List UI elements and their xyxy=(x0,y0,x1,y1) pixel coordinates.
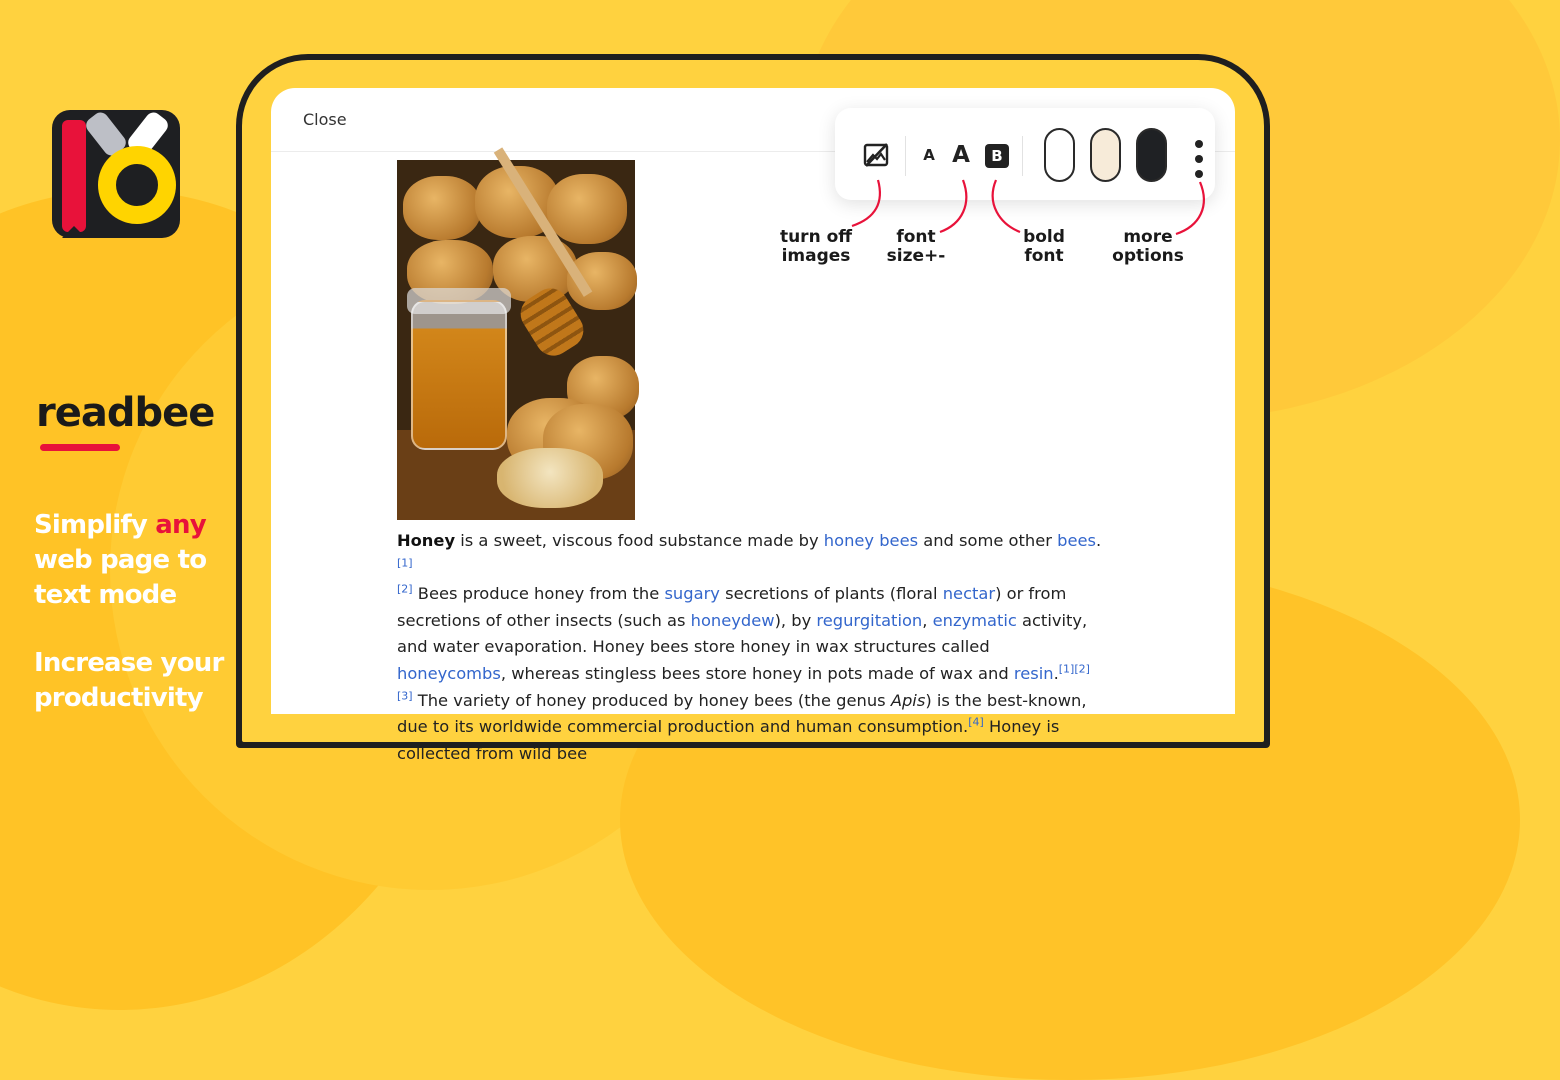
article-text: ) or from secretions of other insects (such as xyxy=(397,584,1067,630)
brand-name: readbee xyxy=(36,390,215,436)
font-decrease-button[interactable]: A xyxy=(923,146,935,164)
article-link[interactable]: nectar xyxy=(942,584,996,604)
image-biscuit xyxy=(403,176,481,240)
article-text: ) is the best-known, due to its worldwide commercial production and human consumption. xyxy=(397,690,1087,737)
brand-underline xyxy=(40,444,120,451)
article-text: . xyxy=(1095,531,1102,550)
article-text: ), by xyxy=(774,610,817,630)
tagline-text: web page to text mode xyxy=(34,545,207,610)
article-text: , whereas stingless bees store honey in pots made of wax and xyxy=(500,663,1014,683)
more-vertical-icon xyxy=(1195,155,1203,163)
image-biscuit-split xyxy=(497,448,603,508)
theme-dark-swatch[interactable] xyxy=(1136,128,1167,182)
article-link[interactable]: bees xyxy=(1057,531,1096,550)
bold-font-button[interactable]: B xyxy=(985,144,1009,168)
toolbar-divider xyxy=(905,136,906,176)
tagline-text: Simplify xyxy=(34,510,156,540)
citation-link[interactable]: [1] xyxy=(397,556,413,570)
citation-link[interactable]: [2] xyxy=(1074,662,1090,676)
app-logo xyxy=(52,110,180,238)
tagline-simplify xyxy=(34,508,254,613)
article-link[interactable]: honeydew xyxy=(690,610,775,630)
article-text: activity, and water evaporation. Honey bees store honey in wax structures called xyxy=(397,610,1088,657)
reader-toolbar xyxy=(835,108,1215,200)
callout-bold-font: bold font xyxy=(1023,227,1065,266)
article-body xyxy=(397,528,1103,767)
logo-bookmark-shape xyxy=(62,120,86,232)
article-link[interactable]: honey bees xyxy=(823,531,919,550)
article-text: is a sweet, viscous food substance made by xyxy=(455,531,824,550)
toggle-images-button[interactable] xyxy=(863,142,889,168)
citation-link[interactable]: [2] xyxy=(397,582,413,596)
article-link[interactable]: honeycombs xyxy=(397,663,501,683)
tagline-accent: any xyxy=(155,510,206,540)
article-link[interactable]: regurgitation xyxy=(816,610,923,630)
article-link[interactable]: resin xyxy=(1013,663,1054,683)
callout-font-size: font size+- xyxy=(886,227,946,266)
article-text: Honey is collected from wild bee xyxy=(397,717,1060,763)
image-honey-jar xyxy=(411,300,507,450)
citation-link[interactable]: [1] xyxy=(1058,662,1075,676)
article-text: The variety of honey produced by honey bees (the genus xyxy=(412,690,891,710)
article-text: , xyxy=(922,610,933,630)
article-term: Honey xyxy=(397,531,456,550)
more-options-button[interactable] xyxy=(1193,140,1205,178)
theme-sepia-swatch[interactable] xyxy=(1090,128,1121,182)
article-image-honey xyxy=(397,160,635,520)
toolbar-divider xyxy=(1022,136,1023,176)
citation-link[interactable]: [3] xyxy=(397,689,413,703)
article-italic: Apis xyxy=(890,690,926,710)
article-link[interactable]: sugary xyxy=(664,584,720,604)
article-text: Bees produce honey from the xyxy=(412,584,665,604)
image-off-icon xyxy=(863,142,889,168)
article-text: and some other xyxy=(918,531,1058,550)
callout-turn-off-images: turn off images xyxy=(779,227,853,266)
theme-white-swatch[interactable] xyxy=(1044,128,1075,182)
callout-more-options: more options xyxy=(1112,227,1184,266)
article-text: . xyxy=(1053,663,1059,683)
tagline-productivity: Increase your productivity xyxy=(34,648,224,713)
close-button[interactable]: Close xyxy=(303,110,347,129)
more-vertical-icon xyxy=(1195,140,1203,148)
article-link[interactable]: enzymatic xyxy=(932,610,1017,630)
more-vertical-icon xyxy=(1195,170,1203,178)
logo-ring xyxy=(98,146,176,224)
article-text: secretions of plants (floral xyxy=(719,584,943,604)
citation-link[interactable]: [4] xyxy=(968,715,984,729)
font-increase-button[interactable]: A xyxy=(952,142,970,168)
image-biscuit xyxy=(547,174,627,244)
